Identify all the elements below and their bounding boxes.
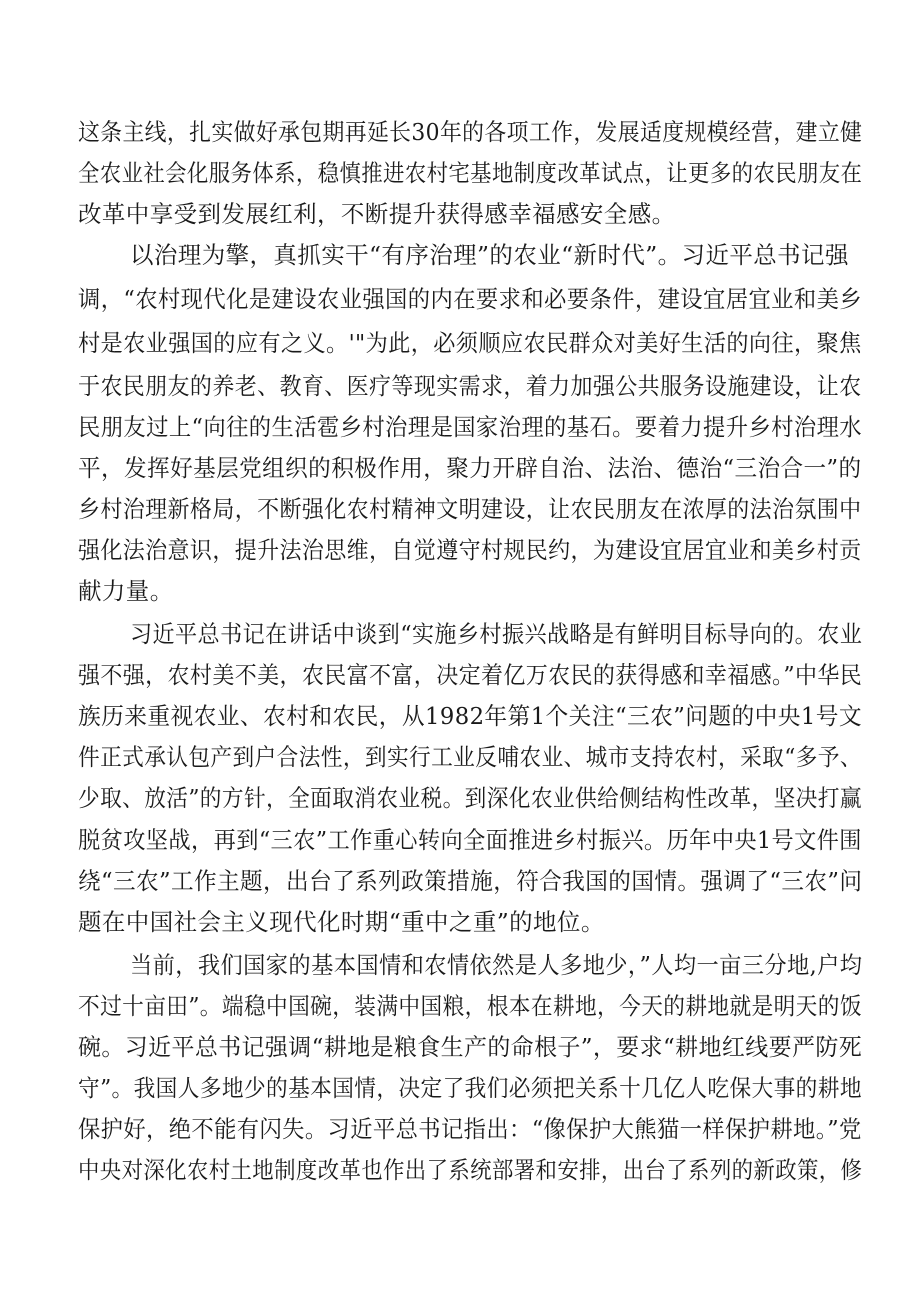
text-line: 这条主线，扎实做好承包期再延长30年的各项工作，发展适度规模经营，建立健 — [78, 118, 863, 146]
text-line: 强化法治意识，提升法治思维，自觉遵守村规民约，为建设宜居宜业和美乡村贡 — [78, 536, 862, 564]
text-line: 中央对深化农村土地制度改革也作出了系统部署和安排，出台了系列的新政策，修 — [78, 1156, 863, 1184]
text-line: 守”。我国人多地少的基本国情，决定了我们必须把关系十几亿人吃保大事的耕地 — [78, 1074, 862, 1102]
text-line: 民朋友过上“向往的生活雹乡村治理是国家治理的基石。要着力提升乡村治理水 — [78, 413, 863, 441]
text-line: 乡村治理新格局，不断强化农村精神文明建设，让农民朋友在浓厚的法治氛围中 — [78, 495, 862, 523]
text-line: 少取、放活”的方针，全面取消农业税。到深化农业供给侧结构性改革，坚决打赢 — [78, 784, 862, 812]
text-line: 族历来重视农业、农村和农民，从1982年第1个关注“三农”问题的中央1号文 — [78, 702, 863, 730]
text-line: 全农业社会化服务体系，稳慎推进农村宅基地制度改革试点，让更多的农民朋友在 — [78, 159, 863, 187]
text-line: 题在中国社会主义现代化时期“重中之重”的地位。 — [78, 908, 605, 936]
text-line: 于农民朋友的养老、教育、医疗等现实需求，着力加强公共服务设施建设，让农 — [78, 372, 862, 400]
text-line: 件正式承认包产到户合法性，到实行工业反哺农业、城市支持农村，采取“多予、 — [78, 743, 862, 771]
text-line: 习近平总书记在讲话中谈到“实施乡村振兴战略是有鲜明目标导向的。农业 — [130, 620, 863, 648]
text-line: 改革中享受到发展红利，不断提升获得感幸福感安全感。 — [78, 200, 676, 228]
text-line: 调，“农村现代化是建设农业强国的内在要求和必要条件，建设宜居宜业和美乡 — [78, 285, 863, 313]
text-line: 以治理为擎，真抓实干“有序治理”的农业“新时代”。习近平总书记强 — [130, 241, 849, 269]
text-line: 平，发挥好基层党组织的积极作用，聚力开辟自治、法治、德治“三治合一”的 — [78, 454, 862, 482]
text-line: 碗。习近平总书记强调“耕地是粮食生产的命根子”，要求“耕地红线要严防死 — [78, 1033, 863, 1061]
text-line: 村是农业强国的应有之义。'"为此，必须顺应农民群众对美好生活的向往，聚焦 — [78, 329, 862, 357]
text-line: 脱贫攻坚战，再到“三农”工作重心转向全面推进乡村振兴。历年中央1号文件围 — [78, 826, 862, 854]
text-line: 不过十亩田”。端稳中国碗，装满中国粮，根本在耕地，今天的耕地就是明天的饭 — [78, 992, 862, 1020]
text-line: 强不强，农村美不美，农民富不富，决定着亿万农民的获得感和幸福感。”中华民 — [78, 661, 863, 689]
text-line: 献力量。 — [78, 577, 174, 605]
text-line: 当前，我们国家的基本国情和农情依然是人多地少，”人均一亩三分地,户均 — [130, 951, 863, 979]
text-line: 保护好，绝不能有闪失。习近平总书记指出：“像保护大熊猫一样保护耕地。”党 — [78, 1115, 862, 1143]
text-line: 绕“三农”工作主题，出台了系列政策措施，符合我国的国情。强调了“三农”问 — [78, 867, 863, 895]
